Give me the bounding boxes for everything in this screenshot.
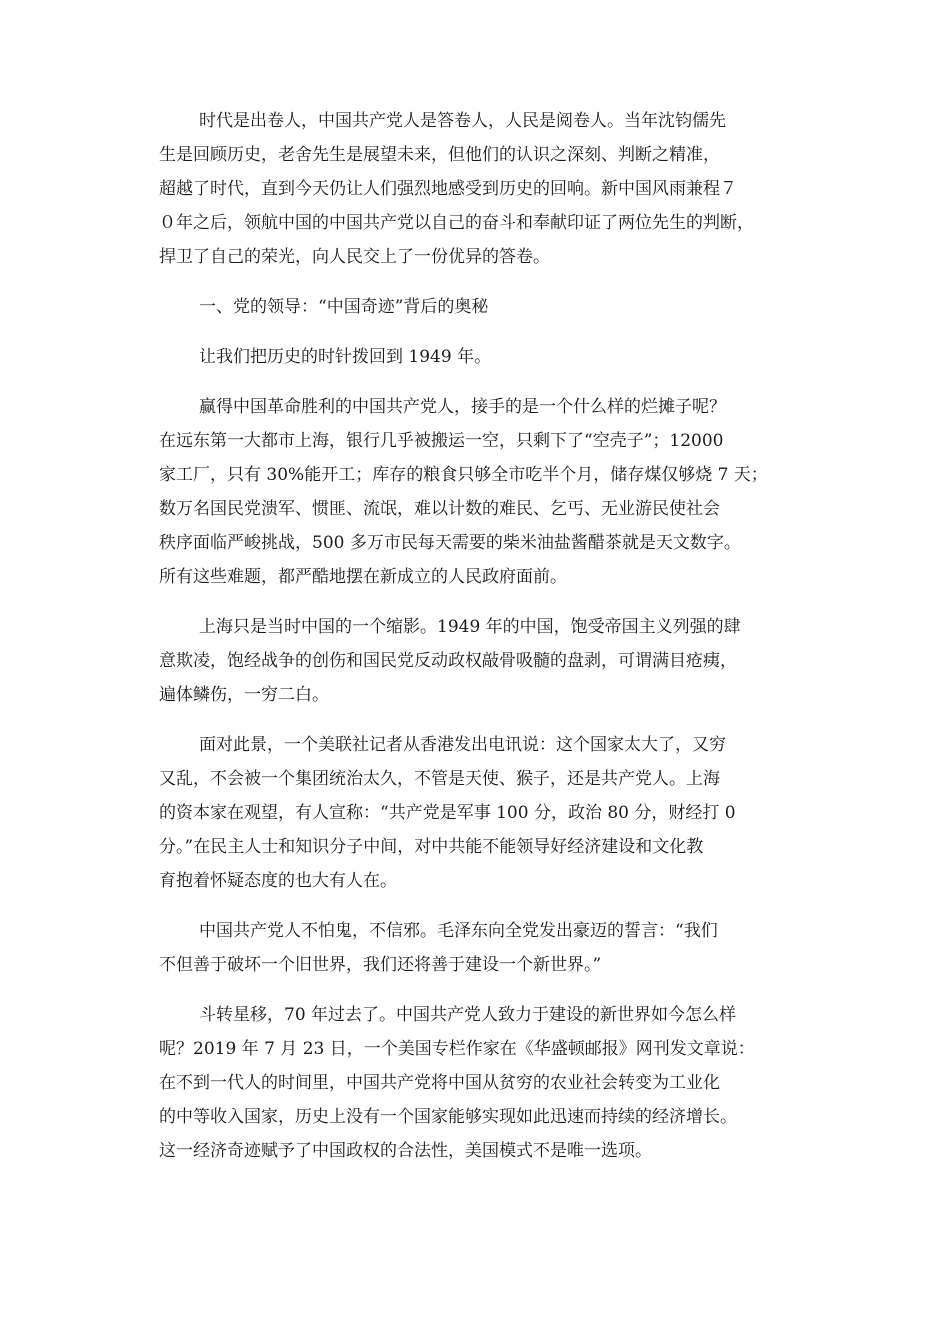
paragraph-line: 育抱着怀疑态度的也大有人在。 <box>159 871 397 891</box>
paragraph-line: 这一经济奇迹赋予了中国政权的合法性，美国模式不是唯一选项。 <box>159 1141 652 1161</box>
paragraph-70-years <box>159 998 809 1168</box>
paragraph-line: 所有这些难题，都严酷地摆在新成立的人民政府面前。 <box>159 567 567 587</box>
paragraph-line: 生是回顾历史，老舍先生是展望未来，但他们的认识之深刻、判断之精准， <box>159 145 720 165</box>
paragraph-line: 时代是出卷人，中国共产党人是答卷人，人民是阅卷人。当年沈钧儒先 <box>199 111 726 131</box>
paragraph-line: 上海只是当时中国的一个缩影。1949 年的中国，饱受帝国主义列强的肆 <box>199 617 741 637</box>
paragraph-line: ０年之后，领航中国的中国共产党以自己的奋斗和奉献印证了两位先生的判断， <box>159 213 754 233</box>
paragraph-mao-vow <box>159 914 809 982</box>
paragraph-intro <box>159 104 809 274</box>
paragraph-line: 赢得中国革命胜利的中国共产党人，接手的是一个什么样的烂摊子呢？ <box>199 397 726 417</box>
paragraph-line: 超越了时代，直到今天仍让人们强烈地感受到历史的回响。新中国风雨兼程７ <box>159 179 737 199</box>
paragraph-line: 意欺凌，饱经战争的创伤和国民党反动政权敲骨吸髓的盘剥，可谓满目疮痍， <box>159 651 737 671</box>
paragraph-line: 中国共产党人不怕鬼，不信邪。毛泽东向全党发出豪迈的誓言：“我们 <box>199 921 718 941</box>
paragraph-line: 斗转星移，70 年过去了。中国共产党人致力于建设的新世界如今怎么样 <box>199 1005 737 1025</box>
paragraph-line: 数万名国民党溃军、惯匪、流氓，难以计数的难民、乞丐、无业游民使社会 <box>159 499 720 519</box>
paragraph-line: 遍体鳞伤，一穷二白。 <box>159 685 329 705</box>
heading-text: 一、党的领导：“中国奇迹”背后的奥秘 <box>199 297 489 317</box>
paragraph-line: 的资本家在观望，有人宣称：“共产党是军事 100 分，政治 80 分，财经打 0 <box>159 803 736 823</box>
paragraph-shanghai <box>159 390 809 594</box>
paragraph-line: 在不到一代人的时间里，中国共产党将中国从贫穷的农业社会转变为工业化 <box>159 1073 720 1093</box>
paragraph-line: 又乱，不会被一个集团统治太久，不管是天使、猴子，还是共产党人。上海 <box>159 769 720 789</box>
paragraph-1949 <box>159 340 809 374</box>
paragraph-epitome <box>159 610 809 712</box>
paragraph-line: 在远东第一大都市上海，银行几乎被搬运一空，只剩下了“空壳子”；12000 <box>159 431 724 451</box>
paragraph-line: 面对此景，一个美联社记者从香港发出电讯说：这个国家太大了，又穷 <box>199 735 726 755</box>
paragraph-line: 分。”在民主人士和知识分子中间，对中共能不能领导好经济建设和文化教 <box>159 837 704 857</box>
paragraph-line: 捍卫了自己的荣光，向人民交上了一份优异的答卷。 <box>159 247 550 267</box>
paragraph-line: 让我们把历史的时针拨回到 1949 年。 <box>199 347 492 367</box>
document-body <box>159 104 809 1184</box>
section-heading <box>159 290 809 324</box>
paragraph-line: 的中等收入国家，历史上没有一个国家能够实现如此迅速而持续的经济增长。 <box>159 1107 737 1127</box>
paragraph-line: 呢？2019 年 7 月 23 日，一个美国专栏作家在《华盛顿邮报》网刊发文章说： <box>159 1039 755 1059</box>
paragraph-line: 家工厂，只有 30%能开工；库存的粮食只够全市吃半个月，储存煤仅够烧 7 天； <box>159 465 768 485</box>
paragraph-ap-reporter <box>159 728 809 898</box>
paragraph-line: 不但善于破坏一个旧世界，我们还将善于建设一个新世界。” <box>159 955 602 975</box>
paragraph-line: 秩序面临严峻挑战，500 多万市民每天需要的柴米油盐酱醋茶就是天文数字。 <box>159 533 741 553</box>
